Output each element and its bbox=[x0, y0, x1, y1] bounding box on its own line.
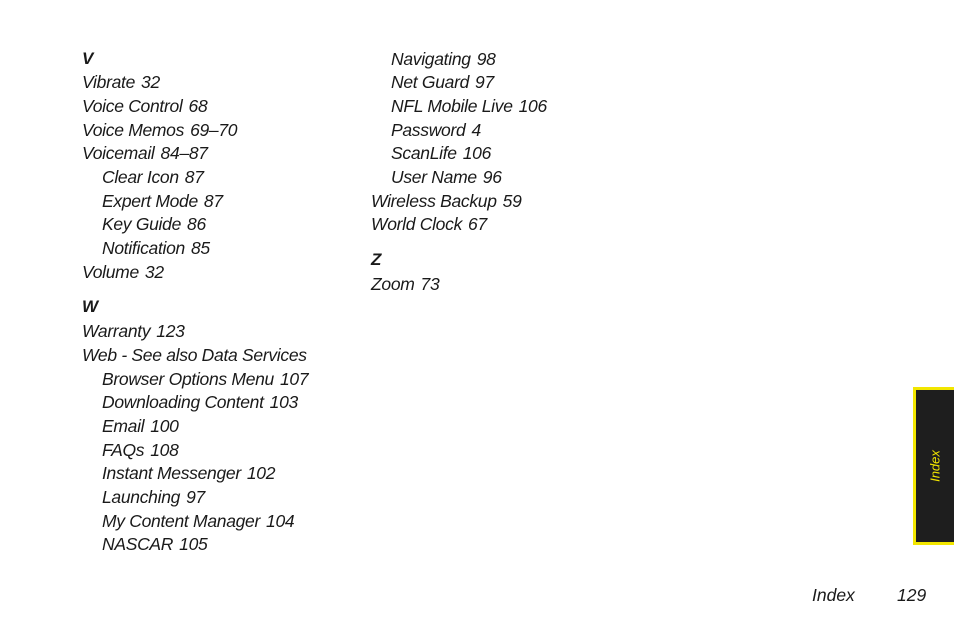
index-subentry-scanlife: ScanLife 106 bbox=[391, 143, 492, 163]
index-subentry-expert-mode: Expert Mode 87 bbox=[102, 191, 223, 211]
side-tab-label: Index bbox=[927, 450, 943, 482]
index-subentry-faqs: FAQs 108 bbox=[102, 440, 179, 460]
index-subentry-browser-options-menu: Browser Options Menu 107 bbox=[102, 369, 309, 389]
footer-page-number: 129 bbox=[897, 585, 927, 605]
index-entry-voice-memos: Voice Memos 69–70 bbox=[82, 120, 238, 140]
index-entry-wireless-backup: Wireless Backup 59 bbox=[371, 191, 522, 211]
index-subentry-notification: Notification 85 bbox=[102, 238, 210, 258]
index-entry-warranty: Warranty 123 bbox=[82, 321, 185, 341]
index-entry-voicemail: Voicemail 84–87 bbox=[82, 143, 208, 163]
index-subentry-clear-icon: Clear Icon 87 bbox=[102, 167, 204, 187]
index-letter-w: W bbox=[82, 297, 99, 316]
index-entry-volume: Volume 32 bbox=[82, 262, 164, 282]
index-subentry-nascar: NASCAR 105 bbox=[102, 534, 208, 554]
index-subentry-nfl-mobile-live: NFL Mobile Live 106 bbox=[391, 96, 547, 116]
index-entry-web: Web - See also Data Services bbox=[82, 345, 307, 365]
index-subentry-password: Password 4 bbox=[391, 120, 481, 140]
index-subentry-net-guard: Net Guard 97 bbox=[391, 72, 494, 92]
index-entry-vibrate: Vibrate 32 bbox=[82, 72, 160, 92]
index-entry-voice-control: Voice Control 68 bbox=[82, 96, 208, 116]
index-subentry-navigating: Navigating 98 bbox=[391, 49, 496, 69]
index-entry-world-clock: World Clock 67 bbox=[371, 214, 487, 234]
footer-section-label: Index bbox=[812, 585, 855, 605]
index-side-tab bbox=[913, 387, 954, 545]
index-letter-z: Z bbox=[371, 250, 382, 269]
index-subentry-key-guide: Key Guide 86 bbox=[102, 214, 206, 234]
index-subentry-email: Email 100 bbox=[102, 416, 179, 436]
index-entry-zoom: Zoom 73 bbox=[371, 274, 440, 294]
index-letter-v: V bbox=[82, 49, 94, 68]
index-subentry-launching: Launching 97 bbox=[102, 487, 205, 507]
index-subentry-my-content-manager: My Content Manager 104 bbox=[102, 511, 295, 531]
index-subentry-user-name: User Name 96 bbox=[391, 167, 502, 187]
index-subentry-downloading-content: Downloading Content 103 bbox=[102, 392, 298, 412]
index-subentry-instant-messenger: Instant Messenger 102 bbox=[102, 463, 276, 483]
